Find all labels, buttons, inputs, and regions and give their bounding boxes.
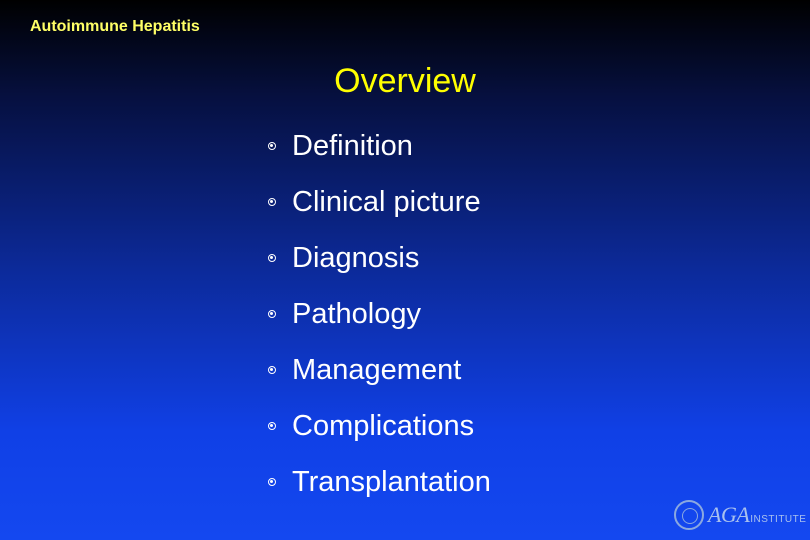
slide-title: Overview [334,62,476,100]
logo-main-text: AGA [708,502,750,527]
bullet-icon [268,422,276,430]
bullet-list [268,118,491,510]
bullet-label: Diagnosis [292,241,420,274]
logo-subtext: INSTITUTE [750,514,807,525]
aga-institute-logo [674,500,806,530]
logo-text [708,502,806,528]
bullet-label: Clinical picture [292,185,481,218]
bullet-label: Complications [292,409,475,442]
bullet-icon [268,198,276,206]
bullet-item-definition [268,118,491,174]
bullet-item-complications [268,398,491,454]
bullet-label: Pathology [292,297,421,330]
bullet-icon [268,142,276,150]
bullet-item-pathology [268,286,491,342]
bullet-label: Definition [292,129,413,162]
bullet-icon [268,478,276,486]
bullet-icon [268,254,276,262]
bullet-item-clinical-picture [268,174,491,230]
bullet-label: Transplantation [292,465,491,498]
bullet-item-management [268,342,491,398]
seal-icon [674,500,704,530]
bullet-icon [268,366,276,374]
bullet-item-transplantation [268,454,491,510]
bullet-label: Management [292,353,462,386]
bullet-icon [268,310,276,318]
header-title: Autoimmune Hepatitis [30,18,200,35]
bullet-item-diagnosis [268,230,491,286]
